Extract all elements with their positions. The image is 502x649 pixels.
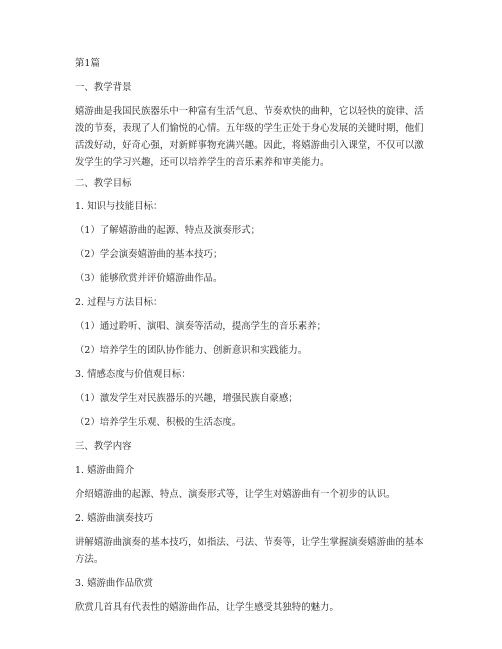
content-block-body: 讲解嬉游曲演奏的基本技巧，如指法、弓法、节奏等，让学生掌握演奏嬉游曲的基本方法。 (75, 537, 424, 565)
content-block-title: 1. 嬉游曲简介 (75, 465, 135, 476)
part-title: 第1篇 (75, 58, 100, 69)
emotion-goal-item: （2）培养学生乐观、积极的生活态度。 (75, 417, 242, 428)
knowledge-goal-item: （1）了解嬉游曲的起源、特点及演奏形式； (75, 225, 261, 236)
content-block-title: 3. 嬉游曲作品欣赏 (75, 578, 154, 589)
knowledge-goal-title: 1. 知识与技能目标： (75, 201, 163, 212)
process-goal-item: （2）培养学生的团队协作能力、创新意识和实践能力。 (75, 345, 308, 356)
knowledge-goal-item: （2）学会演奏嬉游曲的基本技巧； (75, 249, 223, 260)
content-block-body: 欣赏几首具有代表性的嬉游曲作品，让学生感受其独特的魅力。 (75, 602, 339, 613)
process-goal-item: （1）通过聆听、演唱、演奏等活动，提高学生的音乐素养； (75, 321, 327, 332)
content-block-title: 2. 嬉游曲演奏技巧 (75, 513, 154, 524)
section-heading-background: 一、教学背景 (75, 82, 132, 93)
knowledge-goal-item: （3）能够欣赏并评价嬉游曲作品。 (75, 273, 223, 284)
content-block-body: 介绍嬉游曲的起源、特点、演奏形式等，让学生对嬉游曲有一个初步的认识。 (75, 489, 396, 500)
process-goal-title: 2. 过程与方法目标： (75, 297, 163, 308)
background-paragraph: 嬉游曲是我国民族器乐中一种富有生活气息、节奏欢快的曲种，它以轻快的旋律、活泼的节奏，表现了人们愉悦的心情。五年级的学生正处于身心发展的关键时期，他们活泼好动，好奇心强，对新鲜事物充满兴趣。因此，将嬉游曲引入课堂，不仅可以激发学生的学习兴趣，还可以培养学生的音乐素养和审美能力。 (75, 106, 424, 168)
emotion-goal-title: 3. 情感态度与价值观目标： (75, 369, 191, 380)
section-heading-content: 三、教学内容 (75, 441, 132, 452)
emotion-goal-item: （1）激发学生对民族器乐的兴趣，增强民族自豪感； (75, 393, 298, 404)
section-heading-goals: 二、教学目标 (75, 178, 132, 189)
